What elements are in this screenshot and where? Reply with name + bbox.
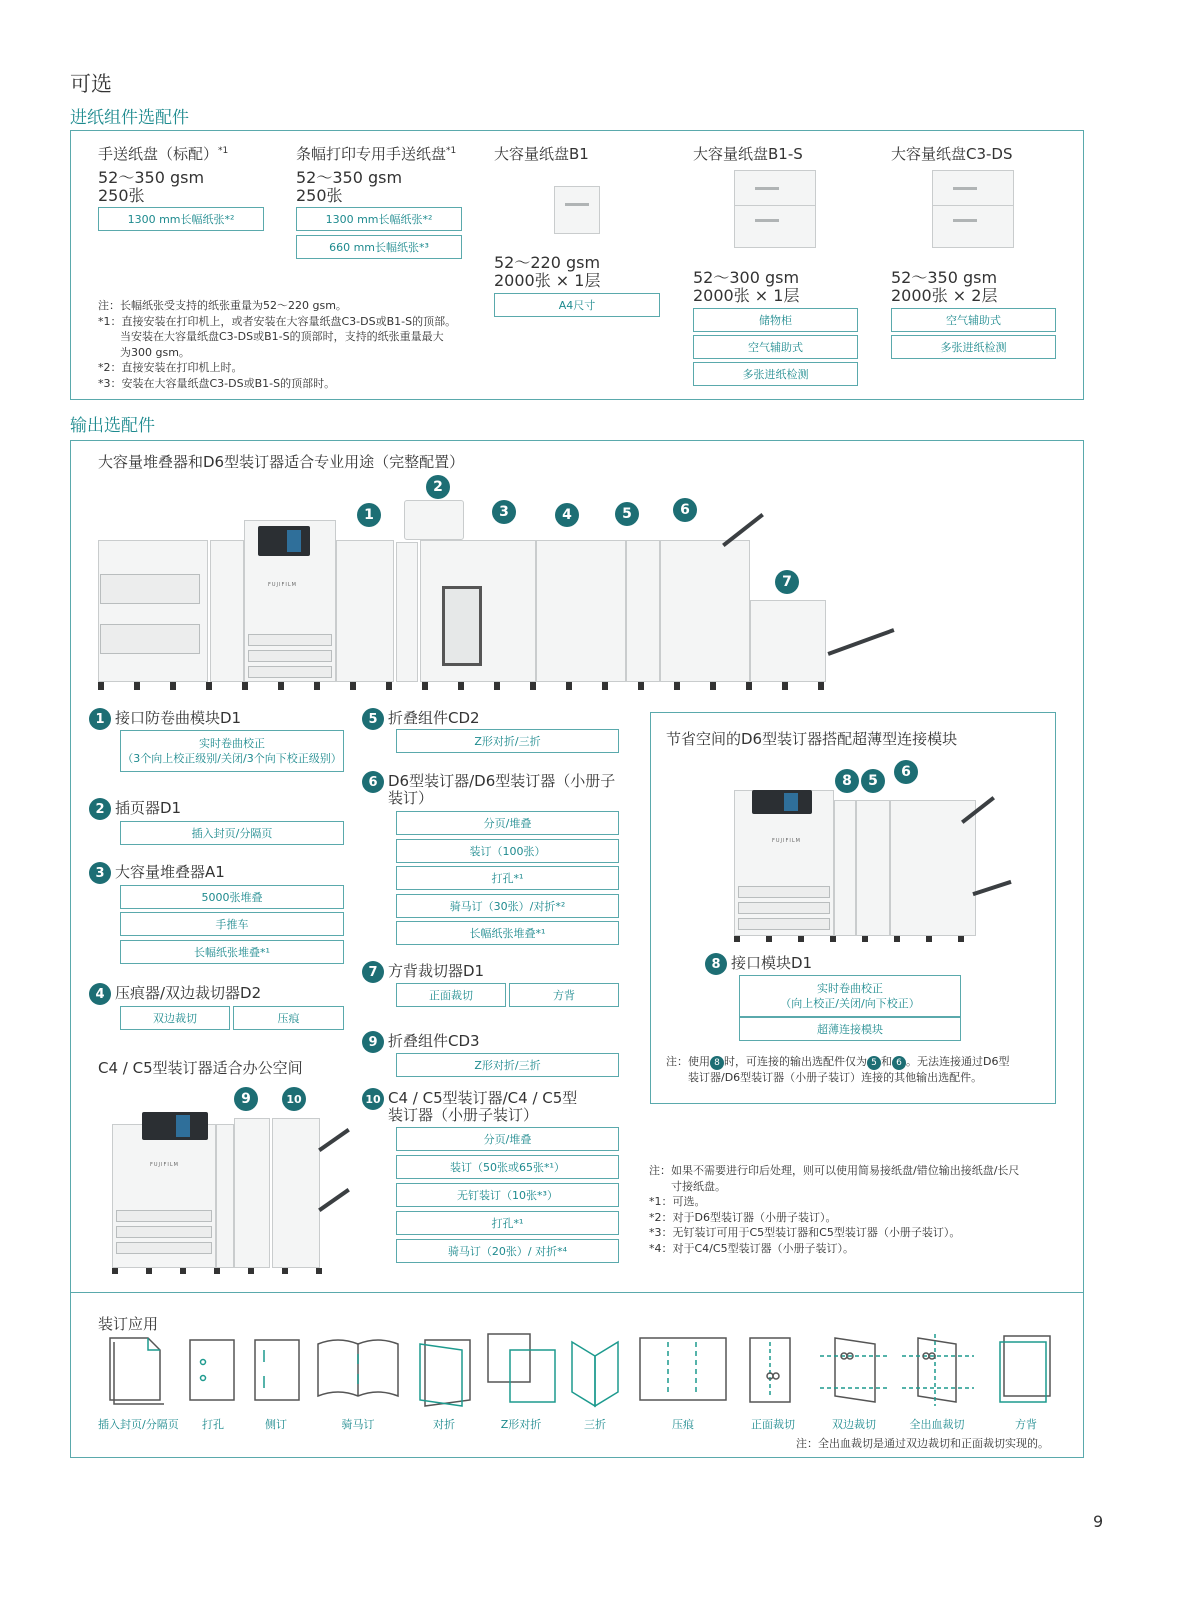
- diagram-badge: 5: [615, 502, 639, 526]
- tri-fold-icon: [572, 1342, 618, 1406]
- insert-cover-icon: [110, 1338, 164, 1404]
- item-tag: 实时卷曲校正 （3个向上校正级别/关闭/3个向下校正级别）: [120, 730, 344, 772]
- diagram-badge: 10: [282, 1087, 306, 1111]
- feed-tag: 多张进纸检测: [693, 362, 858, 386]
- item-title: 接口防卷曲模块D1: [115, 709, 242, 727]
- item-badge: 2: [89, 798, 111, 820]
- feed-tag: 1300 mm长幅纸张*²: [296, 207, 462, 231]
- item-badge: 1: [89, 708, 111, 730]
- full-config-title: 大容量堆叠器和D6型装订器适合专业用途（完整配置）: [98, 453, 465, 471]
- front-trim-icon: [750, 1338, 790, 1402]
- item-tag: 正面裁切: [396, 983, 506, 1007]
- page-title: 可选: [70, 72, 112, 96]
- item-title: 折叠组件CD3: [388, 1032, 480, 1050]
- item-tag: 打孔*¹: [396, 1211, 619, 1235]
- binding-app-label: 对折: [433, 1418, 455, 1431]
- feed-tag: 空气辅助式: [693, 335, 858, 359]
- binding-app-label: 方背: [1015, 1418, 1037, 1431]
- binding-app-label: Z形对折: [500, 1418, 542, 1431]
- item-badge: 9: [362, 1031, 384, 1053]
- item-badge: 6: [362, 771, 384, 793]
- z-fold-icon: [488, 1334, 555, 1402]
- binding-app-label: 双边裁切: [832, 1418, 876, 1431]
- feed-spec-capacity: 2000张 × 1层: [494, 271, 601, 290]
- feed-tag: 储物柜: [693, 308, 858, 332]
- feed-col-title: 大容量纸盘B1: [494, 145, 589, 163]
- item-title: C4 / C5型装订器/C4 / C5型 装订器（小册子装订）: [388, 1089, 578, 1124]
- item-title: 插页器D1: [115, 799, 182, 817]
- item-tag: 分页/堆叠: [396, 811, 619, 835]
- item-title: 压痕器/双边裁切器D2: [115, 984, 262, 1002]
- feed-spec-weight: 52～220 gsm: [494, 253, 601, 272]
- item-title: 方背裁切器D1: [388, 962, 485, 980]
- item-tag: 分页/堆叠: [396, 1127, 619, 1151]
- diagram-badge: 2: [426, 475, 450, 499]
- item-badge: 5: [362, 708, 384, 730]
- full-bleed-trim-icon: [902, 1334, 974, 1406]
- binding-app-label: 侧订: [265, 1418, 287, 1431]
- item-badge: 3: [89, 862, 111, 884]
- binding-app-label: 正面裁切: [751, 1418, 795, 1431]
- diagram-badge: 4: [555, 503, 579, 527]
- item-tag: 插入封页/分隔页: [120, 821, 344, 845]
- output-notes: 注：如果不需要进行印后处理，则可以使用简易接纸盘/错位输出接纸盘/长尺 寸接纸盘。 *1：可选。 *2：对于D6型装订器（小册子装订）。 *3：无钉装订可用于C5型装订器和C5型装订器（小册子装订）。 *4：对于C4/C5型装订器（小册子装订）。: [649, 1164, 1020, 1255]
- feed-spec-weight: 52～350 gsm: [296, 168, 403, 187]
- diagram-badge: 6: [673, 498, 697, 522]
- feed-tag: 多张进纸检测: [891, 335, 1056, 359]
- binding-title: 装订应用: [98, 1315, 159, 1333]
- item-title: 大容量堆叠器A1: [115, 863, 225, 881]
- item-tag: 超薄连接模块: [739, 1017, 961, 1041]
- item-tag: 压痕: [233, 1006, 344, 1030]
- binding-app-label: 骑马订: [341, 1418, 375, 1431]
- feed-col-title: 条幅打印专用手送纸盘$^{*1}$: [296, 145, 457, 163]
- binding-app-label: 全出血裁切: [909, 1418, 965, 1431]
- item-tag: 骑马订（30张）/对折*²: [396, 894, 619, 918]
- slim-note: 注：使用 8 时，可连接的输出选配件仅为 5 和 6 。无法连接通过D6型 装订器/D6型装订器（小册子装订）连接的其他输出选配件。: [666, 1055, 1010, 1084]
- tray-c3ds-image: [932, 170, 1014, 248]
- feed-spec-capacity: 2000张 × 1层: [693, 286, 800, 305]
- item-badge: 4: [89, 983, 111, 1005]
- item-tag: 打孔*¹: [396, 866, 619, 890]
- page-number: 9: [1093, 1512, 1104, 1531]
- diagram-badge: 8: [835, 769, 859, 793]
- tray-b1-image: [554, 186, 600, 234]
- binding-note: 注：全出血裁切是通过双边裁切和正面裁切实现的。: [796, 1437, 1049, 1450]
- item-badge: 10: [362, 1088, 384, 1110]
- item-title: D6型装订器/D6型装订器（小册子 装订）: [388, 772, 616, 807]
- binding-icons: [90, 1330, 1070, 1410]
- panel-divider: [71, 1292, 1083, 1293]
- diagram-badge: 3: [492, 500, 516, 524]
- item-tag: 装订（50张或65张*¹）: [396, 1155, 619, 1179]
- feed-tag: 空气辅助式: [891, 308, 1056, 332]
- item-tag: 手推车: [120, 912, 344, 936]
- binding-app-label: 打孔: [202, 1418, 224, 1431]
- tray-b1s-image: [734, 170, 816, 248]
- square-fold-icon: [1000, 1336, 1050, 1402]
- item-badge: 7: [362, 961, 384, 983]
- crease-icon: [640, 1338, 726, 1400]
- feed-tag: 660 mm长幅纸张*³: [296, 235, 462, 259]
- slim-config-title: 节省空间的D6型装订器搭配超薄型连接模块: [666, 730, 958, 748]
- feed-spec-capacity: 250张: [296, 186, 343, 205]
- punch-icon: [190, 1340, 234, 1400]
- output-heading: 输出选配件: [70, 416, 155, 436]
- diagram-badge: 7: [775, 570, 799, 594]
- item-tag: 骑马订（20张）/ 对折*⁴: [396, 1239, 619, 1263]
- item-title: 接口模块D1: [731, 954, 813, 972]
- feed-spec-weight: 52～350 gsm: [98, 168, 205, 187]
- diagram-badge: 9: [234, 1087, 258, 1111]
- diagram-badge: 6: [894, 760, 918, 784]
- feed-spec-weight: 52～350 gsm: [891, 268, 998, 287]
- feed-col-title: 手送纸盘（标配）$^{*1}$: [98, 145, 229, 163]
- item-tag: 长幅纸张堆叠*¹: [120, 940, 344, 964]
- item-tag: 装订（100张）: [396, 839, 619, 863]
- item-tag: 5000张堆叠: [120, 885, 344, 909]
- item-title: 折叠组件CD2: [388, 709, 480, 727]
- item-tag: 无钉装订（10张*³）: [396, 1183, 619, 1207]
- bi-fold-icon: [420, 1340, 470, 1406]
- item-tag: 长幅纸张堆叠*¹: [396, 921, 619, 945]
- feed-tag: 1300 mm长幅纸张*²: [98, 207, 264, 231]
- item-tag: 双边裁切: [120, 1006, 230, 1030]
- binding-app-label: 三折: [584, 1418, 606, 1431]
- item-badge: 8: [705, 953, 727, 975]
- item-tag: 方背: [509, 983, 619, 1007]
- feed-spec-capacity: 250张: [98, 186, 145, 205]
- item-tag: 实时卷曲校正 （向上校正/关闭/向下校正）: [739, 975, 961, 1017]
- item-tag: Z形对折/三折: [396, 1053, 619, 1077]
- office-config-title: C4 / C5型装订器适合办公空间: [98, 1059, 303, 1077]
- feed-tag: A4尺寸: [494, 293, 660, 317]
- diagram-badge: 5: [861, 769, 885, 793]
- feed-col-title: 大容量纸盘B1-S: [693, 145, 803, 163]
- feed-spec-capacity: 2000张 × 2层: [891, 286, 998, 305]
- feed-col-title: 大容量纸盘C3-DS: [891, 145, 1013, 163]
- feed-notes: 注：长幅纸张受支持的纸张重量为52～220 gsm。 *1：直接安装在打印机上，或者安装在大容量纸盘C3-DS或B1-S的顶部。 当安装在大容量纸盘C3-DS或B1-S的顶部时，支持的纸张重量最大 为300 gsm。 *2：直接安装在打印机上时。 *3：安装在大容量纸盘C3-DS或B1-S的顶部时。: [98, 299, 457, 390]
- binding-app-label: 压痕: [672, 1418, 694, 1431]
- binding-app-label: 插入封页/分隔页: [98, 1418, 179, 1431]
- feed-spec-weight: 52～300 gsm: [693, 268, 800, 287]
- two-sided-trim-icon: [820, 1338, 890, 1402]
- saddle-stitch-icon: [318, 1340, 398, 1396]
- diagram-badge: 1: [357, 503, 381, 527]
- side-staple-icon: [255, 1340, 299, 1400]
- feed-heading: 进纸组件选配件: [70, 108, 189, 128]
- item-tag: Z形对折/三折: [396, 729, 619, 753]
